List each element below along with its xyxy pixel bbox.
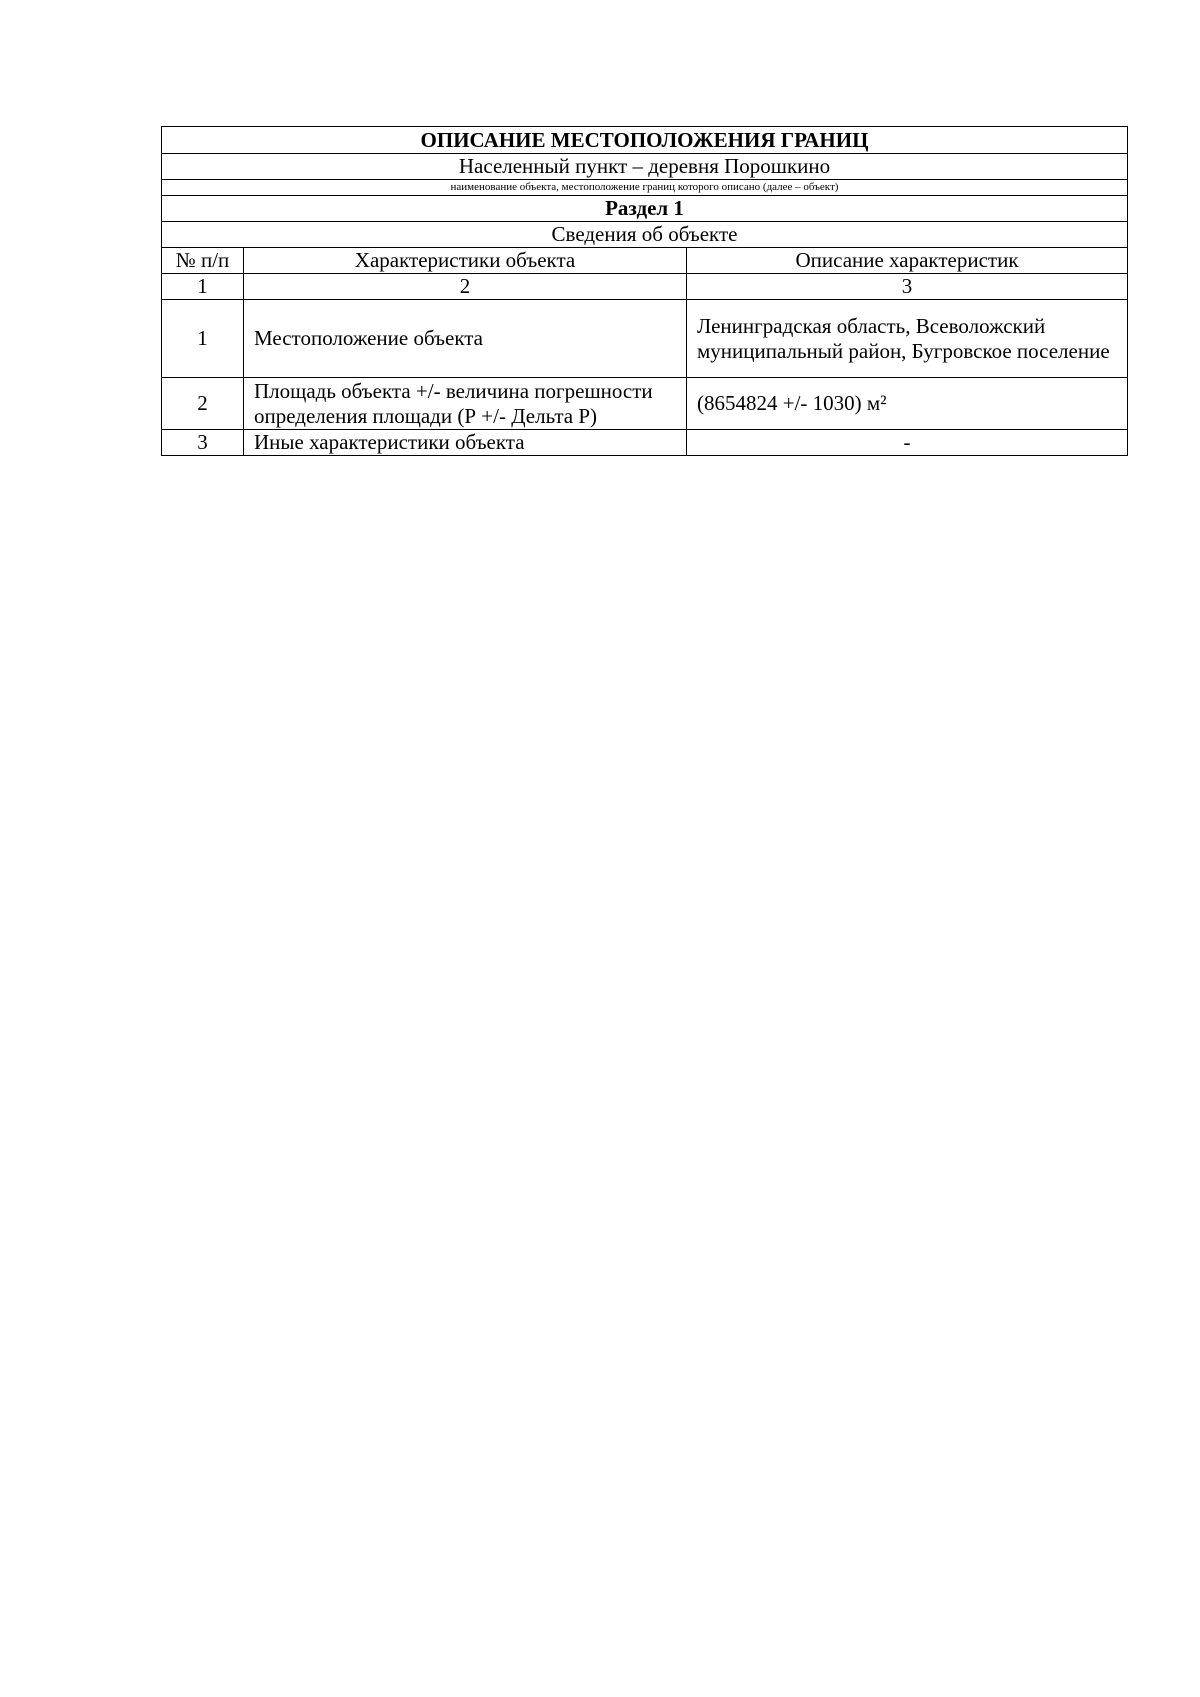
object-name: Населенный пункт – деревня Порошкино: [162, 154, 1128, 180]
table-row: [162, 378, 1128, 430]
header-num: № п/п: [162, 248, 244, 274]
boundary-description-table: [161, 126, 1128, 456]
row-description: -: [687, 430, 1128, 456]
row-description: (8654824 +/- 1030) м²: [687, 378, 1128, 430]
row-characteristic: Местоположение объекта: [244, 300, 687, 378]
table-header-row: [162, 248, 1128, 274]
row-description: Ленинградская область, Всеволожский муниципальный район, Бугровское поселение: [687, 300, 1128, 378]
header-characteristic: Характеристики объекта: [244, 248, 687, 274]
row-characteristic: Площадь объекта +/- величина погрешности определения площади (Р +/- Дельта Р): [244, 378, 687, 430]
row-num: 3: [162, 430, 244, 456]
column-number: 2: [244, 274, 687, 300]
header-description: Описание характеристик: [687, 248, 1128, 274]
row-characteristic: Иные характеристики объекта: [244, 430, 687, 456]
row-num: 2: [162, 378, 244, 430]
section-title: Раздел 1: [162, 196, 1128, 222]
column-number-row: [162, 274, 1128, 300]
object-name-note: наименование объекта, местоположение границ которого описано (далее – объект): [162, 180, 1128, 196]
table-row: [162, 300, 1128, 378]
document-title: ОПИСАНИЕ МЕСТОПОЛОЖЕНИЯ ГРАНИЦ: [162, 127, 1128, 154]
section-subtitle: Сведения об объекте: [162, 222, 1128, 248]
table-row: [162, 430, 1128, 456]
column-number: 3: [687, 274, 1128, 300]
column-number: 1: [162, 274, 244, 300]
row-num: 1: [162, 300, 244, 378]
